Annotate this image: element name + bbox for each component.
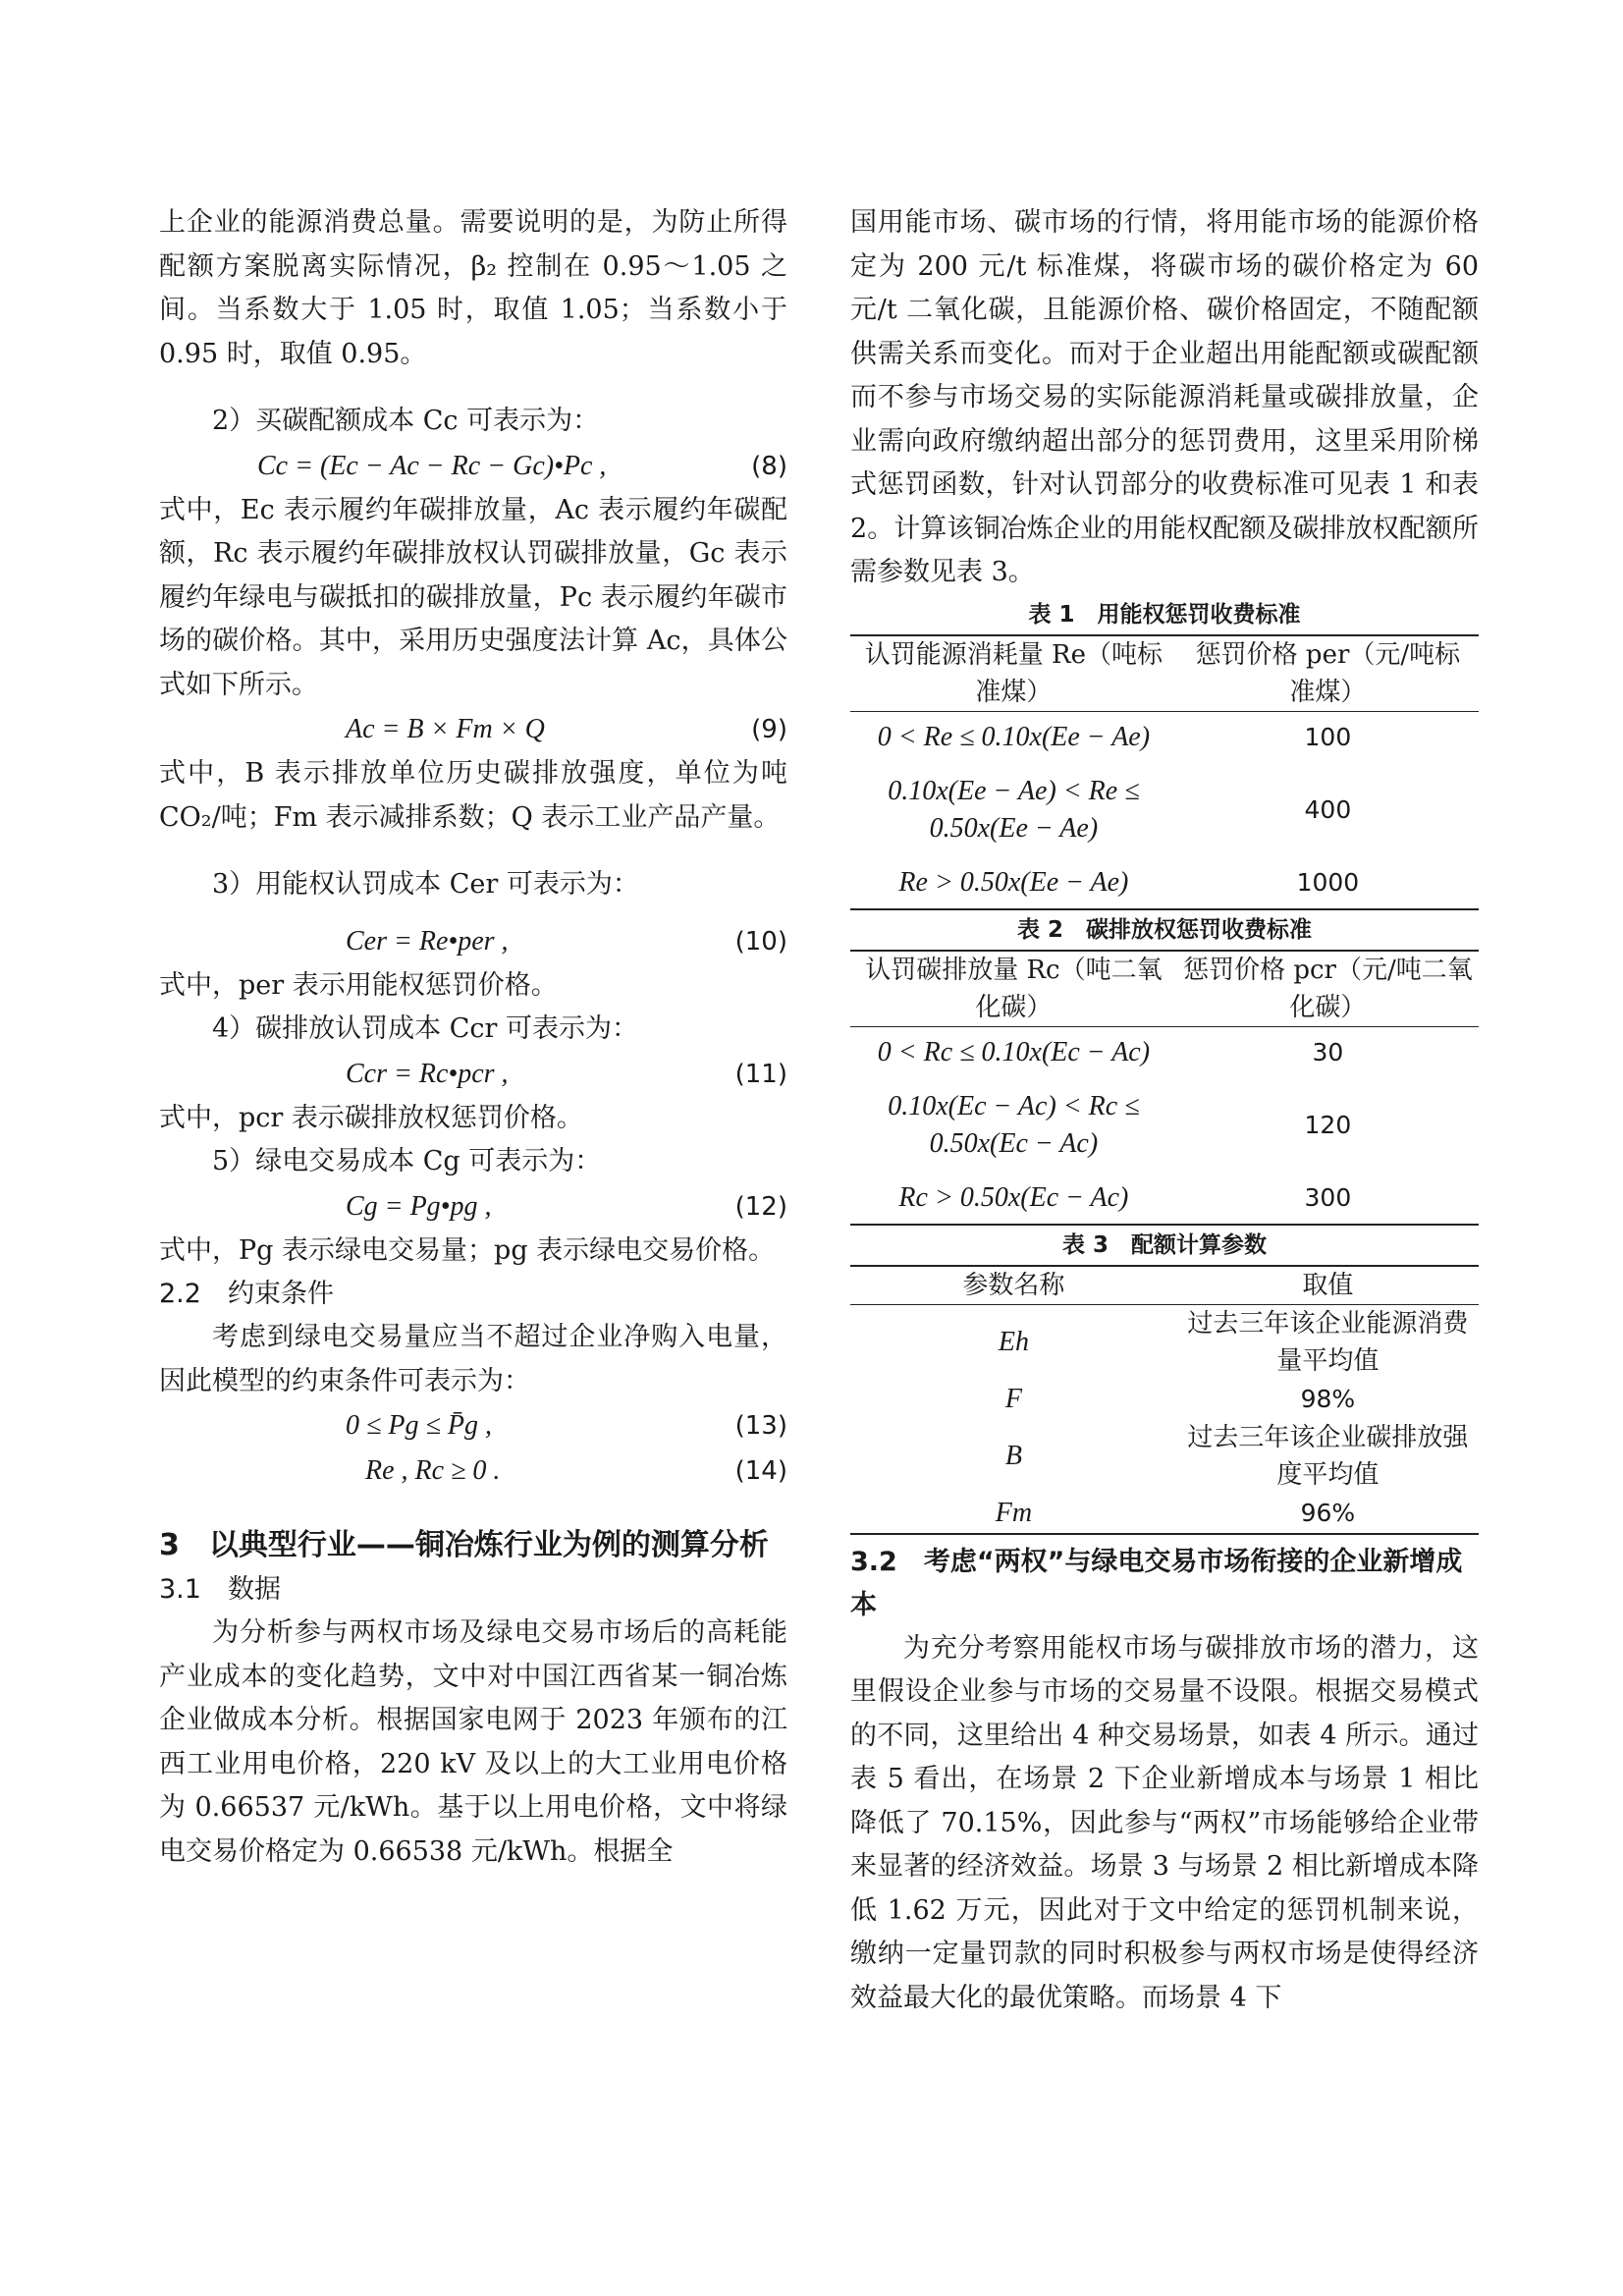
table-1-price: 100 xyxy=(1304,722,1352,751)
equation-8-number: (8) xyxy=(751,451,787,481)
table-2-condition: 0 < Rc ≤ 0.10x(Ec − Ac) xyxy=(877,1036,1151,1067)
equation-13-number: (13) xyxy=(734,1411,787,1441)
paragraph-constraints: 考虑到绿电交易量应当不超过企业净购入电量，因此模型的约束条件可表示为： xyxy=(159,1322,787,1396)
table-row xyxy=(850,711,1479,763)
table-row xyxy=(850,1078,1479,1173)
equation-8-formula: Cc = (Ec − Ac − Rc − Gc)•Pc , xyxy=(257,450,607,481)
equation-10-number: (10) xyxy=(734,926,787,957)
table-row xyxy=(850,857,1479,909)
paragraph-eq9-definitions: 式中，B 表示排放单位历史碳排放强度，单位为吨 CO₂/吨；Fm 表示减排系数；Q 表示工业产品产量。 xyxy=(159,758,787,833)
section-2-2-heading: 2.2 约束条件 xyxy=(159,1279,334,1309)
table-3-header xyxy=(850,1266,1479,1305)
paragraph-market-prices: 国用能市场、碳市场的行情，将用能市场的能源价格定为 200 元/t 标准煤，将碳市场的碳价格定为 60 元/t 二氧化碳，且能源价格、碳价格固定，不随配额供需关系而变化。而对于企业超出用能配额或碳配额而不参与市场交易的实际能源消耗量或碳排放量，企业需向政府缴纳超出部分的惩罚费用，这里采用阶梯式惩罚函数，针对认罚部分的收费标准可见表 1 和表 2。计算该铜冶炼企业的用能权配额及碳排放权配额所需参数见表 3。 xyxy=(850,207,1479,587)
paragraph-eq11-definitions: 式中，pcr 表示碳排放权惩罚价格。 xyxy=(159,1102,583,1133)
table-row xyxy=(850,1380,1479,1419)
list-item-green-power-cost: 5）绿电交易成本 Cg 可表示为： xyxy=(212,1146,602,1176)
table-2-header-cell: 惩罚价格 pcr（元/吨二氧化碳） xyxy=(1177,951,1479,1027)
paragraph-beta-range: 上企业的能源消费总量。需要说明的是，为防止所得配额方案脱离实际情况，β₂ 控制在 0.95～1.05 之间。当系数大于 1.05 时，取值 1.05；当系数小于 0.95 时，取值 0.95。 xyxy=(159,207,787,369)
paragraph-data: 为分析参与两权市场及绿电交易市场后的高耗能产业成本的变化趋势，文中对中国江西省某一铜冶炼企业做成本分析。根据国家电网于 2023 年颁布的江西工业用电价格，220 kV 及以上的大工业用电价格为 0.66537 元/kWh。基于以上用电价格，文中将绿电交易价格定为 0.66538 元/kWh。根据全 xyxy=(159,1617,787,1867)
table-3-param: Fm xyxy=(850,1494,1177,1534)
table-row xyxy=(850,1304,1479,1380)
table-row xyxy=(850,1494,1479,1534)
equation-9-number: (9) xyxy=(751,715,787,744)
equation-12 xyxy=(159,1184,787,1230)
table-1-condition: 0.10x(Ee − Ae) < Re ≤ 0.50x(Ee − Ae) xyxy=(888,775,1140,844)
table-row xyxy=(850,763,1479,857)
table-2-header xyxy=(850,951,1479,1027)
left-column xyxy=(159,201,787,1874)
table-row xyxy=(850,1173,1479,1225)
right-column xyxy=(850,201,1479,2020)
table-2-condition: 0.10x(Ec − Ac) < Rc ≤ 0.50x(Ec − Ac) xyxy=(888,1090,1140,1159)
paragraph-eq10-definitions: 式中，per 表示用能权惩罚价格。 xyxy=(159,969,558,1001)
table-1-caption: 表 1 用能权惩罚收费标准 xyxy=(1028,601,1301,628)
equation-12-number: (12) xyxy=(734,1191,787,1222)
table-3-caption: 表 3 配额计算参数 xyxy=(1061,1231,1267,1258)
list-item-energy-penalty-cost: 3）用能权认罚成本 Cer 可表示为： xyxy=(212,869,639,900)
equation-9 xyxy=(159,707,787,752)
paragraph-eq8-definitions: 式中，Ec 表示履约年碳排放量，Ac 表示履约年碳配额，Rc 表示履约年碳排放权认罚碳排放量，Gc 表示履约年绿电与碳抵扣的碳排放量，Pc 表示履约年碳市场的碳价格。其中，采用历史强度法计算 Ac，具体公式如下所示。 xyxy=(159,494,787,700)
equation-10-formula: Cer = Re•per , xyxy=(346,925,509,957)
equation-9-formula: Ac = B × Fm × Q xyxy=(346,714,545,744)
equation-14-number: (14) xyxy=(734,1456,787,1486)
table-3-header-cell: 参数名称 xyxy=(850,1266,1177,1305)
equation-13-formula: 0 ≤ Pg ≤ P̄g , xyxy=(346,1410,492,1441)
table-2-condition: Rc > 0.50x(Ec − Ac) xyxy=(850,1173,1177,1225)
table-3-param: B xyxy=(1004,1440,1022,1471)
section-3-heading: 3 以典型行业——铜冶炼行业为例的测算分析 xyxy=(159,1528,769,1562)
table-3-value: 过去三年该企业碳排放强度平均值 xyxy=(1187,1422,1469,1490)
table-2-price: 120 xyxy=(1304,1110,1352,1139)
equation-14-formula: Re , Rc ≥ 0 . xyxy=(365,1455,501,1486)
table-2-header-cell: 认罚碳排放量 Rc（吨二氧化碳） xyxy=(850,951,1177,1027)
table-1-header-cell: 认罚能源消耗量 Re（吨标准煤） xyxy=(850,635,1177,712)
equation-10 xyxy=(159,919,787,964)
table-3-value: 过去三年该企业能源消费量平均值 xyxy=(1187,1308,1469,1376)
table-3-param: Eh xyxy=(998,1326,1029,1357)
table-1-condition: 0 < Re ≤ 0.10x(Ee − Ae) xyxy=(877,721,1151,752)
table-1-price: 400 xyxy=(1304,794,1352,824)
table-1-header xyxy=(850,635,1479,712)
table-3-value: 98% xyxy=(1300,1384,1356,1413)
equation-8 xyxy=(159,444,787,489)
table-2-caption: 表 2 碳排放权惩罚收费标准 xyxy=(1016,916,1312,943)
table-1-energy-penalty xyxy=(850,634,1479,910)
section-3-1-heading: 3.1 数据 xyxy=(159,1574,281,1605)
table-row xyxy=(850,1026,1479,1078)
table-1-price: 1000 xyxy=(1177,857,1479,909)
equation-12-formula: Cg = Pg•pg , xyxy=(346,1190,492,1222)
equation-13 xyxy=(159,1403,787,1449)
table-3-param: F xyxy=(1004,1383,1022,1414)
table-row xyxy=(850,1419,1479,1494)
equation-11 xyxy=(159,1052,787,1097)
table-3-header-cell: 取值 xyxy=(1177,1266,1479,1305)
equation-11-formula: Ccr = Rc•pcr , xyxy=(346,1058,509,1089)
equation-14 xyxy=(159,1449,787,1494)
table-2-price: 30 xyxy=(1312,1037,1344,1066)
equation-11-number: (11) xyxy=(734,1059,787,1089)
paragraph-eq12-definitions: 式中，Pg 表示绿电交易量；pg 表示绿电交易价格。 xyxy=(159,1234,776,1266)
table-1-condition: Re > 0.50x(Ee − Ae) xyxy=(850,857,1177,909)
table-1-header-cell: 惩罚价格 per（元/吨标准煤） xyxy=(1177,635,1479,712)
section-3-2-heading: 3.2 考虑“两权”与绿电交易市场衔接的企业新增成本 xyxy=(850,1546,1463,1620)
table-3-value: 96% xyxy=(1177,1494,1479,1534)
table-2-carbon-penalty xyxy=(850,950,1479,1226)
table-2-price: 300 xyxy=(1177,1173,1479,1225)
paragraph-scenarios: 为充分考察用能权市场与碳排放市场的潜力，这里假设企业参与市场的交易量不设限。根据交易模式的不同，这里给出 4 种交易场景，如表 4 所示。通过表 5 看出，在场景 2 下企业新增成本与场景 1 相比降低了 70.15%，因此参与“两权”市场能够给企业带来显著的经济效益。场景 3 与场景 2 相比新增成本降低 1.62 万元，因此对于文中给定的惩罚机制来说，缴纳一定量罚款的同时积极参与两权市场是使得经济效益最大化的最优策略。而场景 4 下 xyxy=(850,1632,1479,2013)
table-3-quota-params xyxy=(850,1265,1479,1535)
list-item-buy-carbon-cost: 2）买碳配额成本 Cc 可表示为： xyxy=(212,406,600,436)
list-item-carbon-penalty-cost: 4）碳排放认罚成本 Ccr 可表示为： xyxy=(212,1013,639,1044)
